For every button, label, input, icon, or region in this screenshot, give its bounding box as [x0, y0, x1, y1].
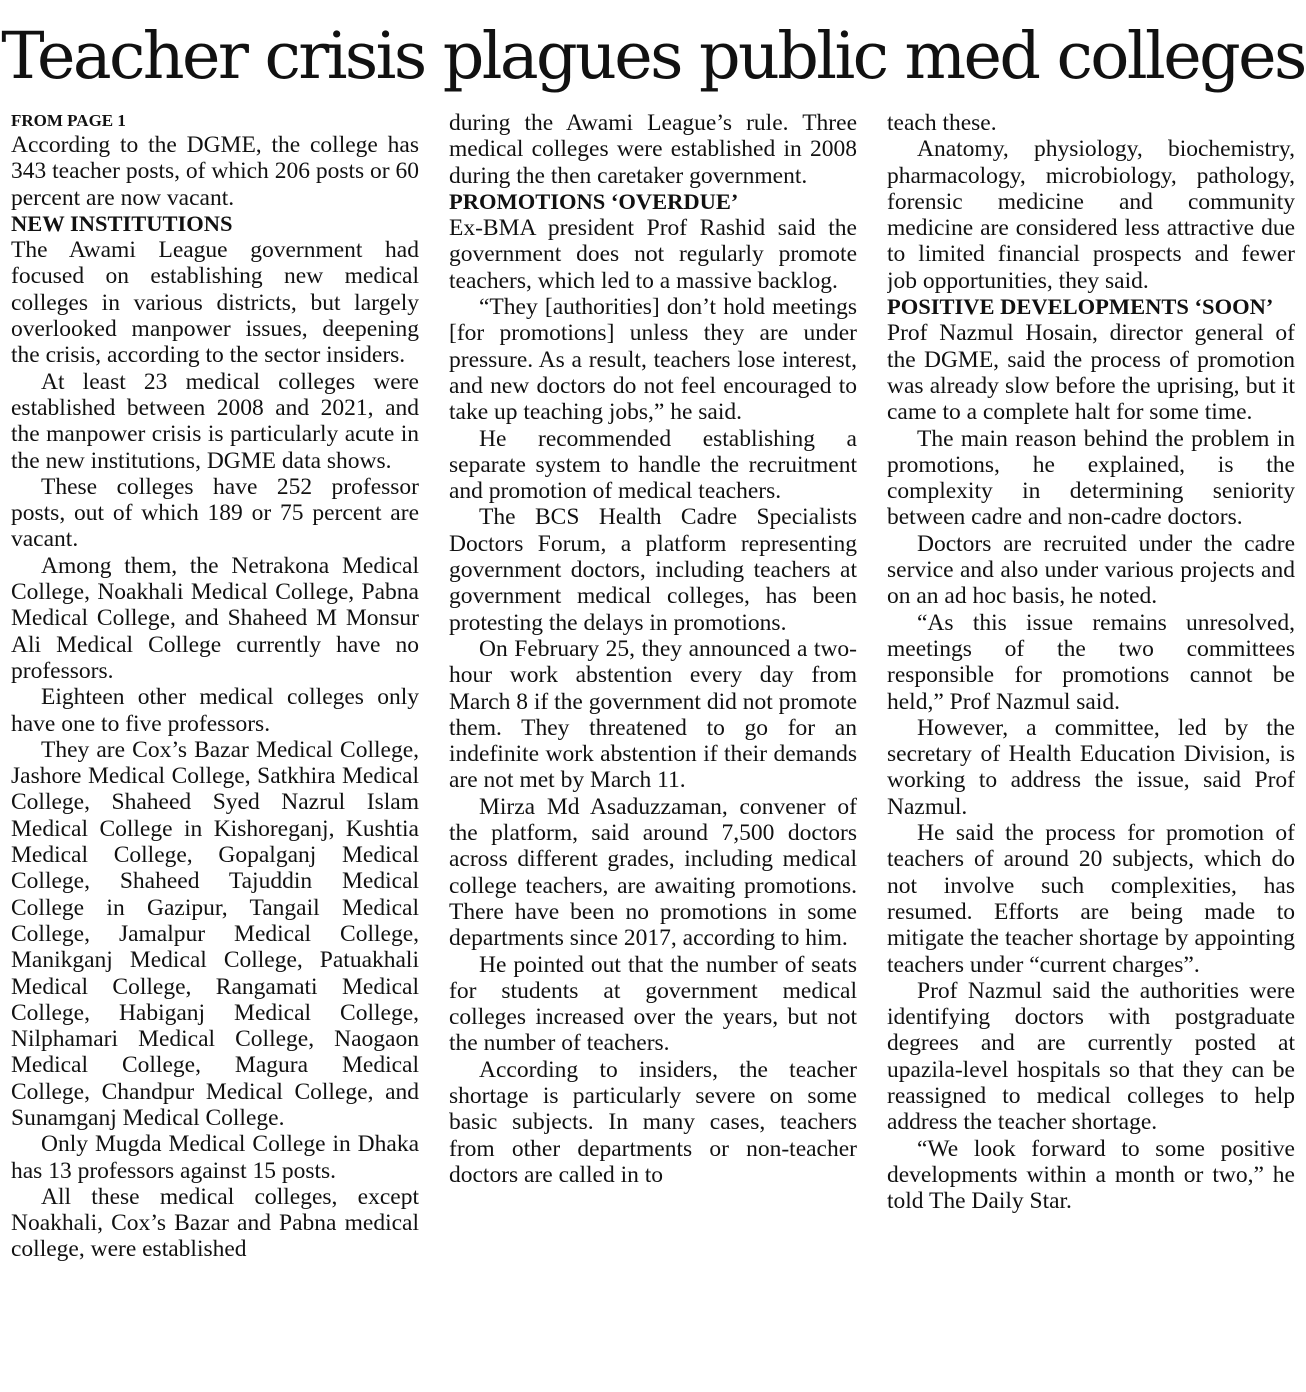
- paragraph: The BCS Health Cadre Specialists Doctors Forum, a platform representing government doctors, including teachers at government medical colleges, has been protesting the delays in promotions.: [449, 504, 857, 636]
- article-column-3: [887, 110, 1295, 1380]
- paragraph: These colleges have 252 professor posts, out of which 189 or 75 percent are vacant.: [11, 473, 419, 553]
- subhead-promotions-overdue: PROMOTIONS ‘OVERDUE’: [449, 188, 739, 214]
- paragraph: The main reason behind the problem in promotions, he explained, is the complexity in determining seniority between cadre and non-cadre doctors.: [887, 425, 1295, 531]
- article-column-2: [449, 110, 857, 1380]
- paragraph: They are Cox’s Bazar Medical College, Jashore Medical College, Satkhira Medical College, Shaheed Syed Nazrul Islam Medical College in Kishoreganj, Kushtia Medical College, Gopalganj Medical College, Shaheed Tajuddin Medical College in Gazipur, Tangail Medical College, Jamalpur Medical College, Manikganj Medical College, Patuakhali Medical College, Rangamati Medical College, Habiganj Medical College, Nilphamari Medical College, Naogaon Medical College, Magura Medical College, Chandpur Medical College, and Sunamganj Medical College.: [11, 736, 419, 1131]
- paragraph: Eighteen other medical colleges only have one to five professors.: [11, 684, 419, 737]
- paragraph: However, a committee, led by the secretary of Health Education Division, is working to address the issue, said Prof Nazmul.: [887, 714, 1295, 820]
- headline: Teacher crisis plagues public med colleges: [1, 19, 1305, 94]
- subhead-new-institutions: NEW INSTITUTIONS: [11, 210, 233, 236]
- paragraph: According to insiders, the teacher shortage is particularly severe on some basic subjects. In many cases, teachers from other departments or non-teacher doctors are called in to: [449, 1056, 857, 1188]
- paragraph: “As this issue remains unresolved, meetings of the two committees responsible for promotions cannot be held,” Prof Nazmul said.: [887, 609, 1295, 715]
- continuation-kicker: FROM PAGE 1: [11, 111, 126, 130]
- article-column-1: [11, 110, 419, 1380]
- paragraph: All these medical colleges, except Noakhali, Cox’s Bazar and Pabna medical college, were established: [11, 1183, 419, 1263]
- paragraph: Ex-BMA president Prof Rashid said the government does not regularly promote teachers, which led to a massive backlog.: [449, 215, 857, 294]
- paragraph: On February 25, they announced a two-hour work abstention every day from March 8 if the government did not promote them. They threatened to go for an indefinite work abstention if their demands are not met by March 11.: [449, 635, 857, 794]
- paragraph: “They [authorities] don’t hold meetings [for promotions] unless they are under pressure. As a result, teachers lose interest, and new doctors do not feel encouraged to take up teaching jobs,” he said.: [449, 294, 857, 426]
- paragraph: during the Awami League’s rule. Three medical colleges were established in 2008 during the then caretaker government.: [449, 110, 857, 189]
- paragraph: Anatomy, physiology, biochemistry, pharmacology, microbiology, pathology, forensic medicine and community medicine are considered less attractive due to limited financial prospects and fewer job opportunities, they said.: [887, 136, 1295, 294]
- paragraph: He pointed out that the number of seats for students at government medical colleges increased over the years, but not the number of teachers.: [449, 951, 857, 1057]
- paragraph: Only Mugda Medical College in Dhaka has 13 professors against 15 posts.: [11, 1131, 419, 1184]
- paragraph: At least 23 medical colleges were established between 2008 and 2021, and the manpower crisis is particularly acute in the new institutions, DGME data shows.: [11, 368, 419, 474]
- paragraph: According to the DGME, the college has 343 teacher posts, of which 206 posts or 60 percent are now vacant.: [11, 132, 419, 211]
- paragraph: Prof Nazmul said the authorities were identifying doctors with postgraduate degrees and are currently posted at upazila-level hospitals so that they can be reassigned to medical colleges to help address the teacher shortage.: [887, 977, 1295, 1136]
- paragraph: He said the process for promotion of teachers of around 20 subjects, which do not involve such complexities, has resumed. Efforts are being made to mitigate the teacher shortage by appointing teachers under “current charges”.: [887, 820, 1295, 978]
- paragraph: He recommended establishing a separate system to handle the recruitment and promotion of medical teachers.: [449, 425, 857, 505]
- paragraph: “We look forward to some positive developments within a month or two,” he told The Daily Star.: [887, 1135, 1295, 1215]
- paragraph: teach these.: [887, 110, 997, 136]
- paragraph: Mirza Md Asaduzzaman, convener of the platform, said around 7,500 doctors across different grades, including medical college teachers, are awaiting promotions. There have been no promotions in some departments since 2017, according to him.: [449, 793, 857, 952]
- paragraph: Among them, the Netrakona Medical College, Noakhali Medical College, Pabna Medical College, and Shaheed M Monsur Ali Medical College currently have no professors.: [11, 552, 419, 684]
- paragraph: Prof Nazmul Hosain, director general of the DGME, said the process of promotion was already slow before the uprising, but it came to a complete halt for some time.: [887, 320, 1295, 426]
- paragraph: The Awami League government had focused on establishing new medical colleges in various districts, but largely overlooked manpower issues, deepening the crisis, according to the sector insiders.: [11, 237, 419, 369]
- subhead-positive-developments: POSITIVE DEVELOPMENTS ‘SOON’: [887, 294, 1274, 320]
- paragraph: Doctors are recruited under the cadre service and also under various projects and on an ad hoc basis, he noted.: [887, 530, 1295, 610]
